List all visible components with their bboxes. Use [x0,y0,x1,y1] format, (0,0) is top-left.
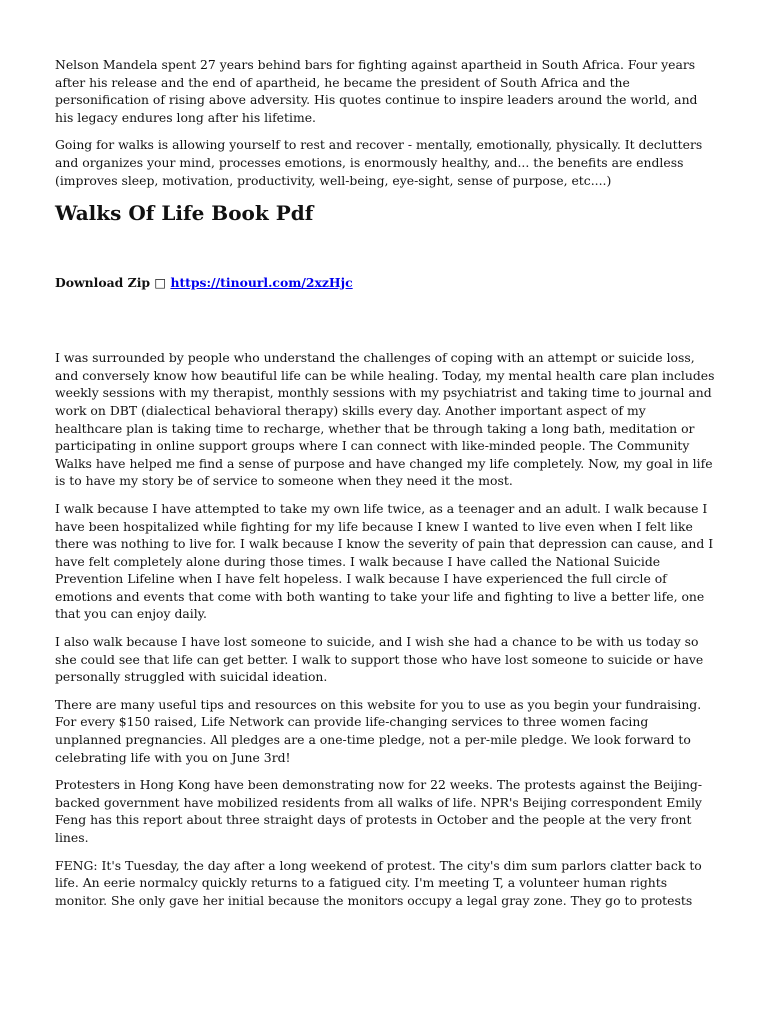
download-label: Download Zip □ [55,275,167,291]
body-paragraph-2: I walk because I have attempted to take my own life twice, as a teenager and an adult. I walk because I have been hospitalized while fighting for my life because I knew I wanted to live even when I felt like there was nothing to live for. I walk because I know the severity of pain that depression can cause, and I have felt completely alone during those times. I walk because I have called the National Suicide Prevention Lifeline when I have felt hopeless. I walk because I have experienced the full circle of emotions and events that come with both wanting to take your life and fighting to live a better life, one that you can enjoy daily. [55,500,714,622]
download-line [55,274,715,292]
body-paragraph-3: I also walk because I have lost someone to suicide, and I wish she had a chance to be with us today so she could see that life can get better. I walk to support those who have lost someone to suicide or have personally struggled with suicidal ideation. [55,634,704,685]
intro-paragraph-walks: Going for walks is allowing yourself to rest and recover - mentally, emotionally, physically. It declutters and organizes your mind, processes emotions, is enormously healthy, and... the benefits are endless (improves sleep, motivation, productivity, well-being, eye-sight, sense of purpose, etc....) [55,137,703,188]
document-page [55,56,715,919]
article-body [55,349,715,909]
body-paragraph-6: FENG: It's Tuesday, the day after a long weekend of protest. The city's dim sum parlors clatter back to life. An eerie normalcy quickly returns to a fatigued city. I'm meeting T, a volunteer human rights monitor. She only gave her initial because the monitors occupy a legal gray zone. They go to protests [55,857,702,908]
body-paragraph-5: Protesters in Hong Kong have been demonstrating now for 22 weeks. The protests against the Beijing-backed government have mobilized residents from all walks of life. NPR's Beijing correspondent Emily Feng has this report about three straight days of protests in October and the people at the very front lines. [55,777,703,845]
intro-paragraph-mandela: Nelson Mandela spent 27 years behind bars for fighting against apartheid in South Africa. Four years after his release and the end of apartheid, he became the president of South Africa and the personification of rising above adversity. His quotes continue to inspire leaders around the world, and his legacy endures long after his lifetime. [55,57,698,125]
download-link[interactable]: https://tinourl.com/2xzHjc [170,275,353,291]
body-paragraph-4: There are many useful tips and resources on this website for you to use as you begin your fundraising. For every $150 raised, Life Network can provide life-changing services to three women facing unplanned pregnancies. All pledges are a one-time pledge, not a per-mile pledge. We look forward to celebrating life with you on June 3rd! [55,696,702,765]
body-paragraph-1: I was surrounded by people who understand the challenges of coping with an attempt or suicide loss, and conversely know how beautiful life can be while healing. Today, my mental health care plan includes weekly sessions with my therapist, monthly sessions with my psychiatrist and taking time to journal and work on DBT (dialectical behavioral therapy) skills every day. Another important aspect of my healthcare plan is taking time to recharge, whether that be through taking a long bath, meditation or participating in online support groups where I can connect with like-minded people. The Community Walks have helped me find a sense of purpose and have changed my life completely. Now, my goal in life is to have my story be of service to someone when they need it the most. [55,350,715,489]
page-title: Walks Of Life Book Pdf [55,201,314,226]
